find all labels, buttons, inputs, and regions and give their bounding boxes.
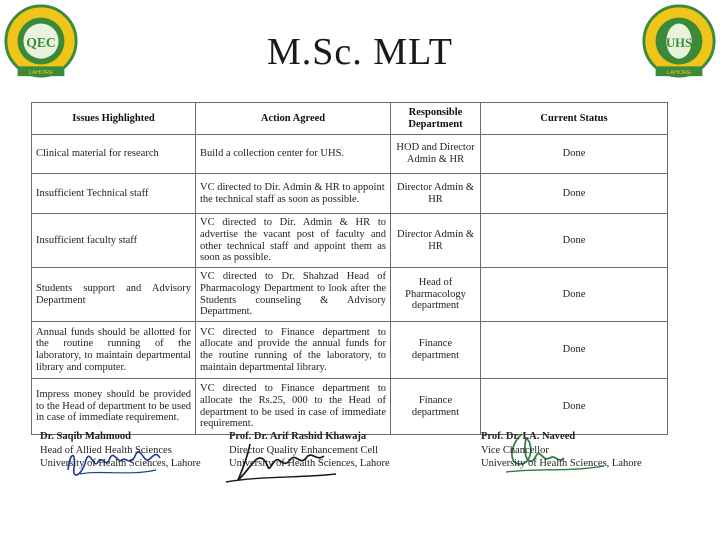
header-action: Action Agreed — [196, 103, 391, 135]
table-row — [32, 268, 668, 322]
status-cell: Done — [481, 135, 668, 174]
issue-cell: Impress money should be provided to the Head of department to be used in case of immediate requirement. — [32, 379, 196, 435]
table-row — [32, 174, 668, 214]
table-header-row — [32, 103, 668, 135]
issue-cell: Insufficient Technical staff — [32, 174, 196, 214]
table-row — [32, 322, 668, 379]
action-cell: VC directed to Finance department to allocate and provide the annual funds for the routine running of the laboratory, to maintain departmental library. — [196, 322, 391, 379]
svg-text:UHS: UHS — [665, 35, 693, 50]
department-cell: Director Admin & HR — [391, 214, 481, 268]
status-cell: Done — [481, 174, 668, 214]
issue-cell: Insufficient faculty staff — [32, 214, 196, 268]
signatory-title: Director Quality Enhancement Cell — [229, 444, 378, 456]
status-cell: Done — [481, 214, 668, 268]
header-issues: Issues Highlighted — [32, 103, 196, 135]
signatory-affiliation: University of Health Sciences, Lahore — [481, 458, 642, 470]
action-cell: VC directed to Dir. Admin & HR to advertise the vacant post of faculty and other technical staff and appoint them as soon as possible. — [196, 214, 391, 268]
department-cell: Finance department — [391, 322, 481, 379]
issue-cell: Annual funds should be allotted for the routine running of the laboratory, to maintain departmental library and computer. — [32, 322, 196, 379]
table-row — [32, 214, 668, 268]
department-cell: Head of Pharmacology department — [391, 268, 481, 322]
signatory-affiliation: University of Health Sciences, Lahore — [40, 458, 201, 470]
issues-table — [31, 102, 668, 435]
signatory-name: Prof. Dr. I.A. Naveed — [481, 431, 576, 442]
header-status: Current Status — [481, 103, 668, 135]
status-cell: Done — [481, 379, 668, 435]
svg-text:LAHORE: LAHORE — [666, 70, 692, 77]
action-cell: VC directed to Finance department to allocate the Rs.25, 000 to the Head of department to be used in case of immediate requirement. — [196, 379, 391, 435]
page-title: M.Sc. MLT — [266, 31, 453, 73]
signatory-1 — [40, 430, 240, 471]
department-cell: Director Admin & HR — [391, 174, 481, 214]
signatory-name: Prof. Dr. Arif Rashid Khawaja — [229, 431, 367, 442]
action-cell: Build a collection center for UHS. — [196, 135, 391, 174]
signatory-2 — [229, 430, 429, 471]
header-department: Responsible Department — [391, 103, 481, 135]
status-cell: Done — [481, 268, 668, 322]
department-cell: HOD and Director Admin & HR — [391, 135, 481, 174]
status-cell: Done — [481, 322, 668, 379]
signatory-title: Head of Allied Health Sciences — [40, 444, 172, 456]
issue-cell: Students support and Advisory Department — [32, 268, 196, 322]
table-row — [32, 135, 668, 174]
action-cell: VC directed to Dr. Shahzad Head of Pharmacology Department to look after the Students counseling & Advisory Department. — [196, 268, 391, 322]
signatory-title: Vice Chancellor — [481, 444, 549, 456]
issue-cell: Clinical material for research — [32, 135, 196, 174]
signatory-affiliation: University of Health Sciences, Lahore — [229, 458, 390, 470]
svg-text:LAHORE: LAHORE — [28, 70, 54, 77]
signatory-3 — [481, 430, 681, 471]
signatory-name: Dr. Saqib Mahmood — [40, 431, 131, 442]
svg-text:QEC: QEC — [26, 34, 56, 50]
table-row — [32, 379, 668, 435]
action-cell: VC directed to Dir. Admin & HR to appoint the technical staff as soon as possible. — [196, 174, 391, 214]
department-cell: Finance department — [391, 379, 481, 435]
